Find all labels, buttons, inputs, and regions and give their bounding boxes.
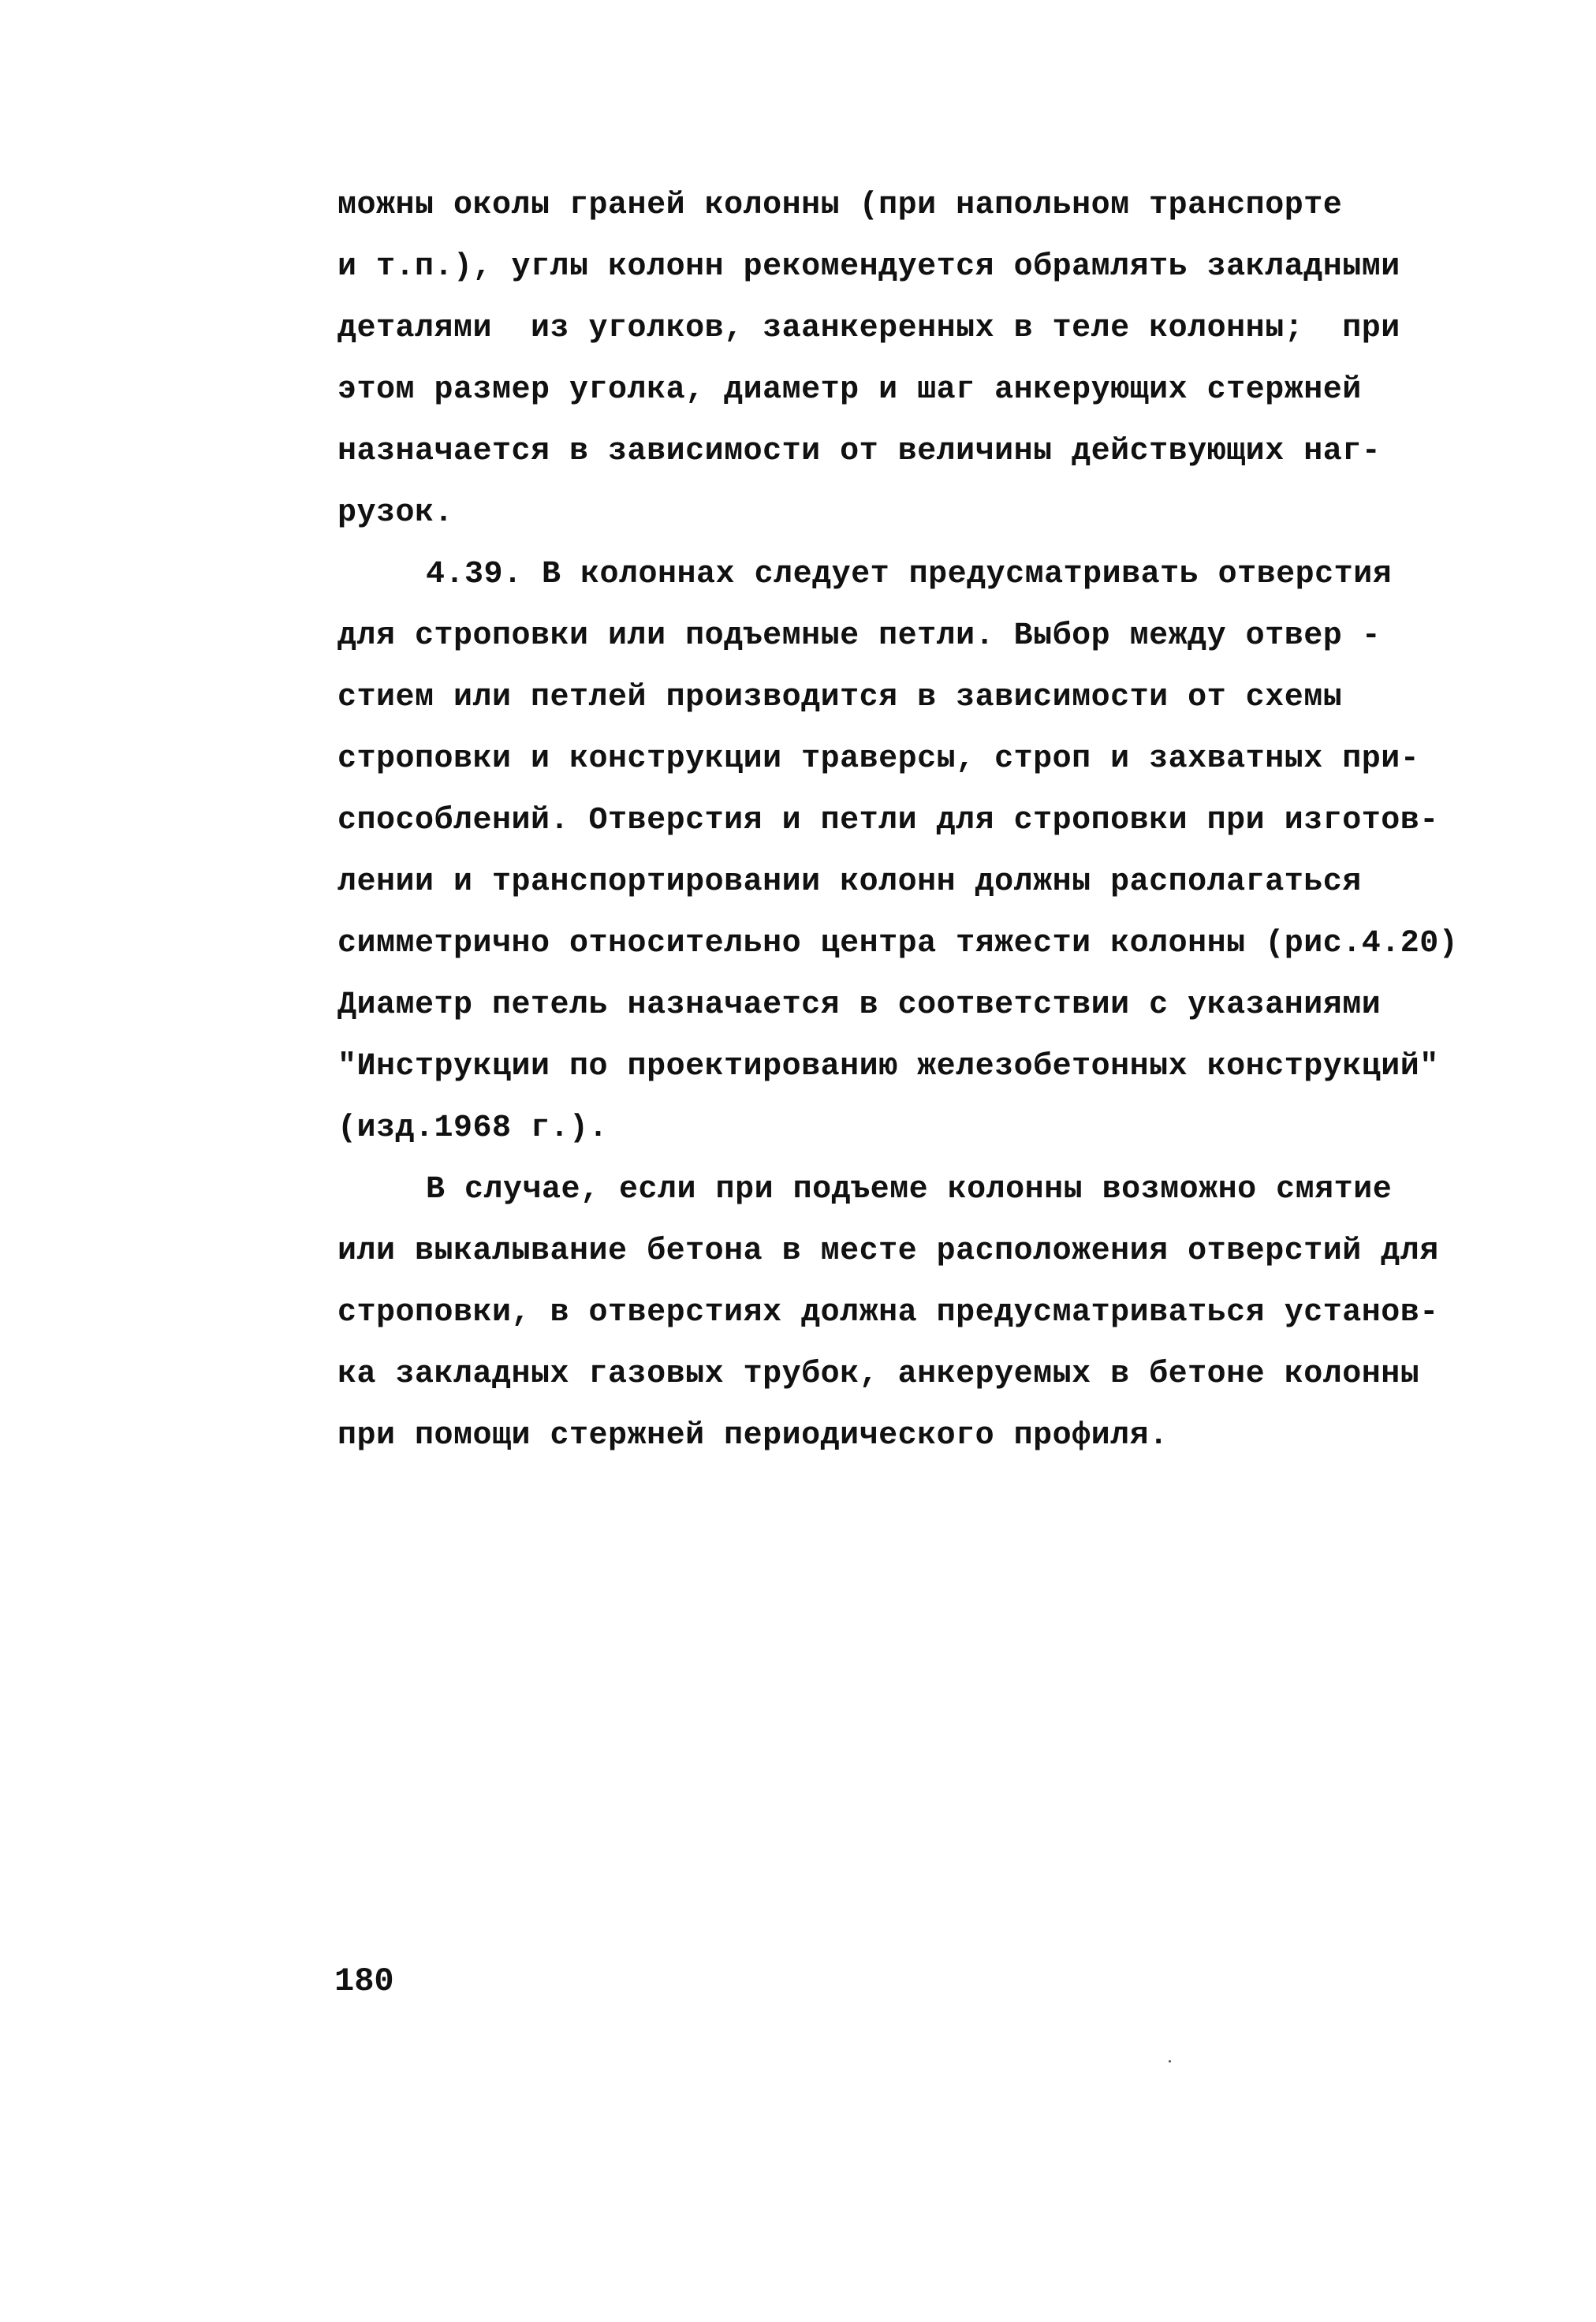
text-line: симметрично относительно центра тяжести колонны (рис.4.20) — [337, 926, 1459, 961]
text-line: Диаметр петель назначается в соответствии с указаниями — [337, 987, 1382, 1023]
body-text — [337, 175, 1459, 1467]
text-line: лении и транспортировании колонн должны располагаться — [337, 864, 1362, 900]
text-line: "Инструкции по проектированию железобетонных конструкций" — [337, 1049, 1439, 1084]
paragraph-first-line: В случае, если при подъеме колонны возможно смятие — [426, 1172, 1393, 1208]
text-line: можны околы граней колонны (при напольном транспорте — [337, 188, 1343, 223]
text-line: (изд.1968 г.). — [337, 1111, 609, 1146]
section-heading-line: 4.39. В колоннах следует предусматривать отверстия — [426, 557, 1393, 592]
text-line: строповки, в отверстиях должна предусматриваться установ- — [337, 1295, 1439, 1331]
scan-speck — [1169, 2060, 1171, 2063]
page-number: 180 — [334, 1962, 394, 2000]
text-line: рузок. — [337, 495, 454, 531]
text-line: ка закладных газовых трубок, анкеруемых в бетоне колонны — [337, 1357, 1420, 1392]
text-line: строповки и конструкции траверсы, строп и захватных при- — [337, 741, 1420, 777]
text-line: деталями из уголков, заанкеренных в теле колонны; при — [337, 311, 1400, 346]
text-line: этом размер уголка, диаметр и шаг анкерующих стержней — [337, 372, 1362, 408]
text-line: или выкалывание бетона в месте расположения отверстий для — [337, 1234, 1439, 1269]
text-line: способлений. Отверстия и петли для строповки при изготов- — [337, 803, 1439, 838]
text-line: стием или петлей производится в зависимости от схемы — [337, 680, 1343, 715]
text-line: при помощи стержней периодического профиля. — [337, 1418, 1169, 1454]
text-line: и т.п.), углы колонн рекомендуется обрамлять закладными — [337, 249, 1400, 285]
text-line: назначается в зависимости от величины действующих наг- — [337, 434, 1382, 469]
text-line: для строповки или подъемные петли. Выбор между отвер - — [337, 618, 1382, 654]
